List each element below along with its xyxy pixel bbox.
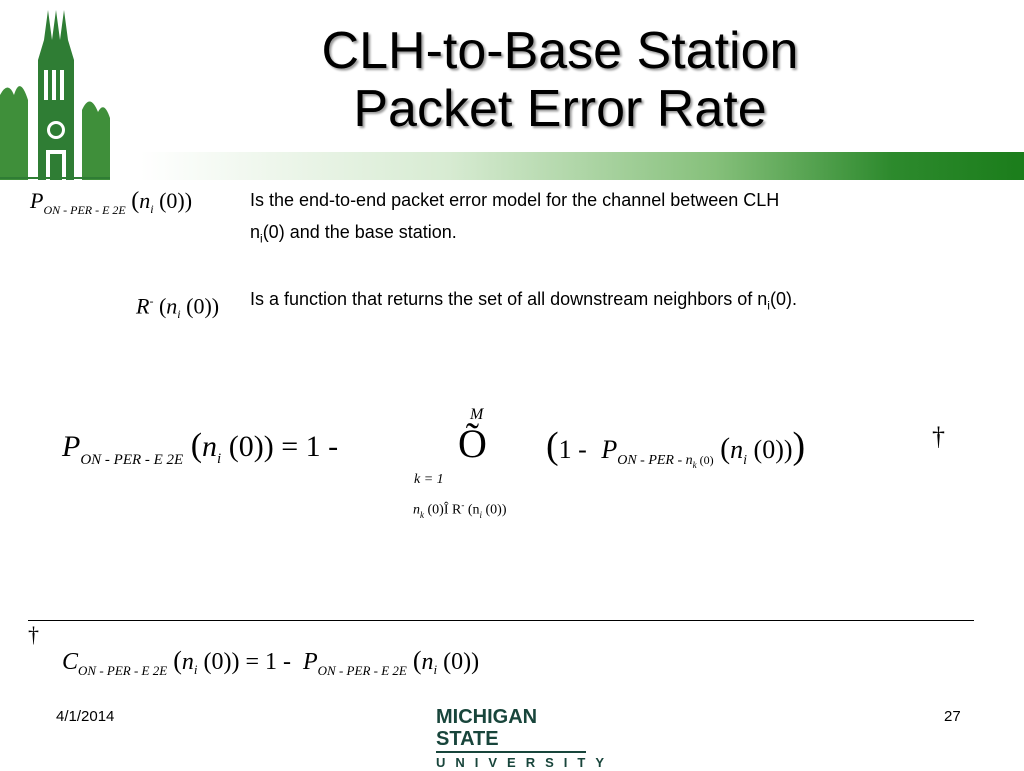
product-lower-1: k = 1 [414,472,444,487]
factor-arg-close: (0)) [747,435,793,464]
subscript-on-per-e2e: ON - PER - E 2E [43,203,126,217]
fn-arg2-n: n [421,649,434,675]
r-arg-open: ( [158,293,167,319]
fn-arg-open: ( [173,646,182,675]
pl2-tail: (n [464,502,480,518]
fn-arg-n: n [181,649,194,675]
fn-arg2-sub-i: i [433,662,438,677]
factor-subscript: ON - PER - n [617,453,693,468]
slide-date: 4/1/2014 [56,708,115,725]
fn-p-subscript: ON - PER - E 2E [317,663,407,678]
r-arg-close: (0)) [180,293,220,319]
fn-arg-close: (0)) [197,649,240,675]
factor-sub-tail: (0) [696,453,714,467]
factor-arg-open: ( [720,432,731,465]
main-eq-rhs: = 1 - [281,430,339,463]
pl2-i: i [479,509,483,520]
symbol-p: P [30,188,44,213]
arg-n: n [139,188,151,213]
arg-open: ( [131,188,140,214]
main-equation-factor [546,426,805,475]
factor-arg-sub-i: i [743,453,748,468]
def1-n: n [250,222,261,242]
slide-title [180,22,940,138]
fn-arg2-open: ( [412,646,422,675]
def2-tail: (0). [769,289,797,309]
msu-logo-line-1: MICHIGAN STATE [436,706,538,750]
main-arg-n: n [202,430,218,463]
msu-logo-line-2: UNIVERSITY [436,755,615,770]
footnote-equation [62,646,479,680]
r-arg-n: n [166,293,178,319]
pl2-rest: (0)Î R [424,502,462,518]
footnote-separator [28,620,974,621]
def1-tail: (0) and the base station. [262,222,457,242]
definition-1-line-1: Is the end-to-end packet error model for the channel between CLH [250,190,780,210]
factor-close-paren: ) [792,425,806,467]
main-subscript: ON - PER - E 2E [80,452,184,468]
fn-eq-rhs: = 1 - [245,649,291,675]
pl2-n: n [413,502,420,518]
product-upper-limit: M [470,406,484,423]
definition-2-symbol [136,286,219,324]
def2-text: Is a function that returns the set of all downstream neighbors of n [250,289,768,309]
main-arg-sub-i: i [217,451,222,467]
r-superscript: - [149,294,154,308]
def2-sub-i: i [767,298,770,313]
definition-2-text [250,283,1010,322]
main-arg-open: ( [190,427,203,464]
product-lower-2 [413,500,507,519]
pl2-k: k [420,509,424,520]
factor-arg-n: n [730,435,744,464]
arg-sub-i: i [150,202,154,216]
msu-logo-rule [436,751,586,753]
definition-1-symbol [30,186,192,219]
main-equation-lhs [62,428,338,470]
slide-page-number: 27 [944,708,961,725]
fn-c-subscript: ON - PER - E 2E [78,663,168,678]
arg-close: (0)) [153,188,193,213]
symbol-r: R [136,293,150,319]
main-p: P [62,430,81,463]
dagger-marker-1: † [932,422,945,451]
pl2-sup: - [461,500,465,510]
product-symbol: Õ [458,421,487,466]
pl2-end: (0)) [482,502,507,518]
title-line-2: Packet Error Rate [353,80,767,138]
factor-sub-k: k [692,460,697,470]
factor-p: P [601,435,618,464]
definition-1-text [250,184,970,255]
fn-arg-sub-i: i [193,662,198,677]
title-line-1: CLH-to-Base Station [321,22,799,80]
msu-wordmark-logo [436,706,615,771]
dagger-marker-2: † [28,622,39,647]
fn-c: C [62,649,79,675]
main-arg-close: (0)) [221,430,274,463]
title-underline-bar [140,152,1024,180]
fn-arg2-close: (0)) [437,649,480,675]
factor-one-minus: 1 - [558,435,587,464]
fn-p: P [303,649,318,675]
def1-sub-i: i [260,231,263,246]
definition-1-line-2 [250,216,970,255]
r-arg-sub-i: i [177,307,181,322]
msu-tower-logo [0,0,110,180]
factor-open-paren: ( [546,425,559,467]
